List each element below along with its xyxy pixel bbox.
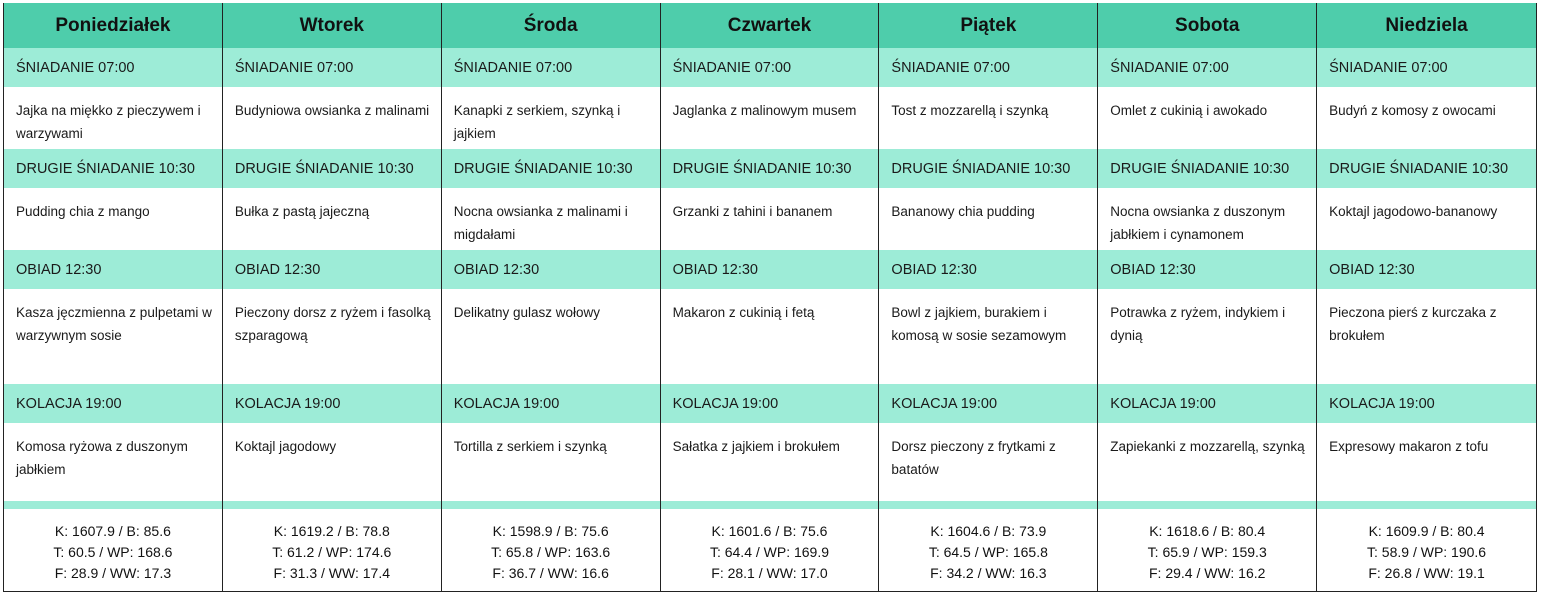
dish-text: Grzanki z tahini i bananem — [661, 188, 880, 250]
nutrition-summary — [223, 509, 442, 591]
nutrition-line: F: 28.1 / WW: 17.0 — [711, 564, 828, 581]
dish-text: Pieczona pierś z kurczaka z brokułem — [1317, 289, 1536, 384]
nutrition-summary — [879, 509, 1098, 591]
separator-band — [1098, 501, 1317, 509]
meal-label: DRUGIE ŚNIADANIE 10:30 — [879, 149, 1098, 188]
dish-text: Pieczony dorsz z ryżem i fasolką szparagową — [223, 289, 442, 384]
meal-label: DRUGIE ŚNIADANIE 10:30 — [1098, 149, 1317, 188]
meal-label: OBIAD 12:30 — [879, 250, 1098, 289]
day-header-niedziela: Niedziela — [1317, 3, 1536, 48]
dish-text: Komosa ryżowa z duszonym jabłkiem — [4, 423, 223, 501]
dish-text: Bowl z jajkiem, burakiem i komosą w sosie sezamowym — [879, 289, 1098, 384]
dish-text: Budyń z komosy z owocami — [1317, 87, 1536, 149]
separator-band — [223, 501, 442, 509]
separator-band — [879, 501, 1098, 509]
dish-text: Sałatka z jajkiem i brokułem — [661, 423, 880, 501]
meal-label: ŚNIADANIE 07:00 — [1098, 48, 1317, 87]
nutrition-line: T: 65.8 / WP: 163.6 — [491, 543, 611, 560]
dish-text: Kanapki z serkiem, szynką i jajkiem — [442, 87, 661, 149]
dish-text: Pudding chia z mango — [4, 188, 223, 250]
meal-label: ŚNIADANIE 07:00 — [442, 48, 661, 87]
nutrition-line: T: 64.5 / WP: 165.8 — [928, 543, 1048, 560]
dish-text: Potrawka z ryżem, indykiem i dynią — [1098, 289, 1317, 384]
dish-text: Tortilla z serkiem i szynką — [442, 423, 661, 501]
dish-text: Koktajl jagodowo-bananowy — [1317, 188, 1536, 250]
meal-label: OBIAD 12:30 — [223, 250, 442, 289]
nutrition-line: F: 31.3 / WW: 17.4 — [273, 564, 390, 581]
day-header-sroda: Środa — [442, 3, 661, 48]
nutrition-line: K: 1618.6 / B: 80.4 — [1149, 522, 1266, 539]
day-header-sobota: Sobota — [1098, 3, 1317, 48]
meal-label: OBIAD 12:30 — [442, 250, 661, 289]
weekly-meal-plan-table — [3, 3, 1537, 592]
nutrition-line: K: 1598.9 / B: 75.6 — [492, 522, 609, 539]
separator-band — [661, 501, 880, 509]
meal-label: ŚNIADANIE 07:00 — [1317, 48, 1536, 87]
dish-text: Makaron z cukinią i fetą — [661, 289, 880, 384]
dish-text: Zapiekanki z mozzarellą, szynką — [1098, 423, 1317, 501]
meal-label: KOLACJA 19:00 — [442, 384, 661, 423]
meal-label: ŚNIADANIE 07:00 — [4, 48, 223, 87]
meal-label: OBIAD 12:30 — [661, 250, 880, 289]
nutrition-line: K: 1601.6 / B: 75.6 — [711, 522, 828, 539]
separator-band — [442, 501, 661, 509]
nutrition-line: F: 28.9 / WW: 17.3 — [54, 564, 172, 581]
nutrition-line: T: 61.2 / WP: 174.6 — [272, 543, 392, 560]
dish-text: Koktajl jagodowy — [223, 423, 442, 501]
dish-text: Dorsz pieczony z frytkami z batatów — [879, 423, 1098, 501]
dish-text: Tost z mozzarellą i szynką — [879, 87, 1098, 149]
nutrition-summary — [661, 509, 880, 591]
nutrition-line: T: 64.4 / WP: 169.9 — [709, 543, 830, 560]
meal-label: DRUGIE ŚNIADANIE 10:30 — [223, 149, 442, 188]
meal-label: ŚNIADANIE 07:00 — [223, 48, 442, 87]
nutrition-line: F: 26.8 / WW: 19.1 — [1368, 564, 1485, 581]
dish-text: Omlet z cukinią i awokado — [1098, 87, 1317, 149]
meal-label: DRUGIE ŚNIADANIE 10:30 — [661, 149, 880, 188]
dish-text: Nocna owsianka z malinami i migdałami — [442, 188, 661, 250]
meal-label: KOLACJA 19:00 — [1098, 384, 1317, 423]
meal-label: OBIAD 12:30 — [1317, 250, 1536, 289]
meal-label: KOLACJA 19:00 — [1317, 384, 1536, 423]
day-header-czwartek: Czwartek — [661, 3, 880, 48]
nutrition-line: K: 1619.2 / B: 78.8 — [273, 522, 390, 539]
nutrition-summary — [1098, 509, 1317, 591]
meal-label: OBIAD 12:30 — [4, 250, 223, 289]
dish-text: Kasza jęczmienna z pulpetami w warzywnym sosie — [4, 289, 223, 384]
meal-label: ŚNIADANIE 07:00 — [661, 48, 880, 87]
separator-band — [4, 501, 223, 509]
day-header-wtorek: Wtorek — [223, 3, 442, 48]
nutrition-summary — [1317, 509, 1536, 591]
nutrition-line: T: 58.9 / WP: 190.6 — [1367, 543, 1487, 560]
nutrition-line: F: 34.2 / WW: 16.3 — [930, 564, 1047, 581]
dish-text: Bananowy chia pudding — [879, 188, 1098, 250]
separator-band — [1317, 501, 1536, 509]
dish-text: Budyniowa owsianka z malinami — [223, 87, 442, 149]
dish-text: Bułka z pastą jajeczną — [223, 188, 442, 250]
dish-text: Jajka na miękko z pieczywem i warzywami — [4, 87, 223, 149]
dish-text: Delikatny gulasz wołowy — [442, 289, 661, 384]
meal-label: OBIAD 12:30 — [1098, 250, 1317, 289]
nutrition-line: K: 1607.9 / B: 85.6 — [54, 522, 171, 539]
nutrition-line: F: 29.4 / WW: 16.2 — [1148, 564, 1266, 581]
meal-label: KOLACJA 19:00 — [879, 384, 1098, 423]
nutrition-line: K: 1609.9 / B: 80.4 — [1368, 522, 1485, 539]
day-header-piatek: Piątek — [879, 3, 1098, 48]
dish-text: Expresowy makaron z tofu — [1317, 423, 1536, 501]
nutrition-line: K: 1604.6 / B: 73.9 — [930, 522, 1047, 539]
meal-label: ŚNIADANIE 07:00 — [879, 48, 1098, 87]
nutrition-line: F: 36.7 / WW: 16.6 — [492, 564, 609, 581]
dish-text: Jaglanka z malinowym musem — [661, 87, 880, 149]
meal-label: DRUGIE ŚNIADANIE 10:30 — [1317, 149, 1536, 188]
dish-text: Nocna owsianka z duszonym jabłkiem i cynamonem — [1098, 188, 1317, 250]
meal-label: KOLACJA 19:00 — [661, 384, 880, 423]
meal-label: KOLACJA 19:00 — [223, 384, 442, 423]
nutrition-line: T: 65.9 / WP: 159.3 — [1147, 543, 1267, 560]
day-header-poniedzialek: Poniedziałek — [4, 3, 223, 48]
nutrition-summary — [442, 509, 661, 591]
nutrition-summary — [4, 509, 223, 591]
meal-label: KOLACJA 19:00 — [4, 384, 223, 423]
nutrition-line: T: 60.5 / WP: 168.6 — [53, 543, 173, 560]
meal-label: DRUGIE ŚNIADANIE 10:30 — [442, 149, 661, 188]
meal-label: DRUGIE ŚNIADANIE 10:30 — [4, 149, 223, 188]
